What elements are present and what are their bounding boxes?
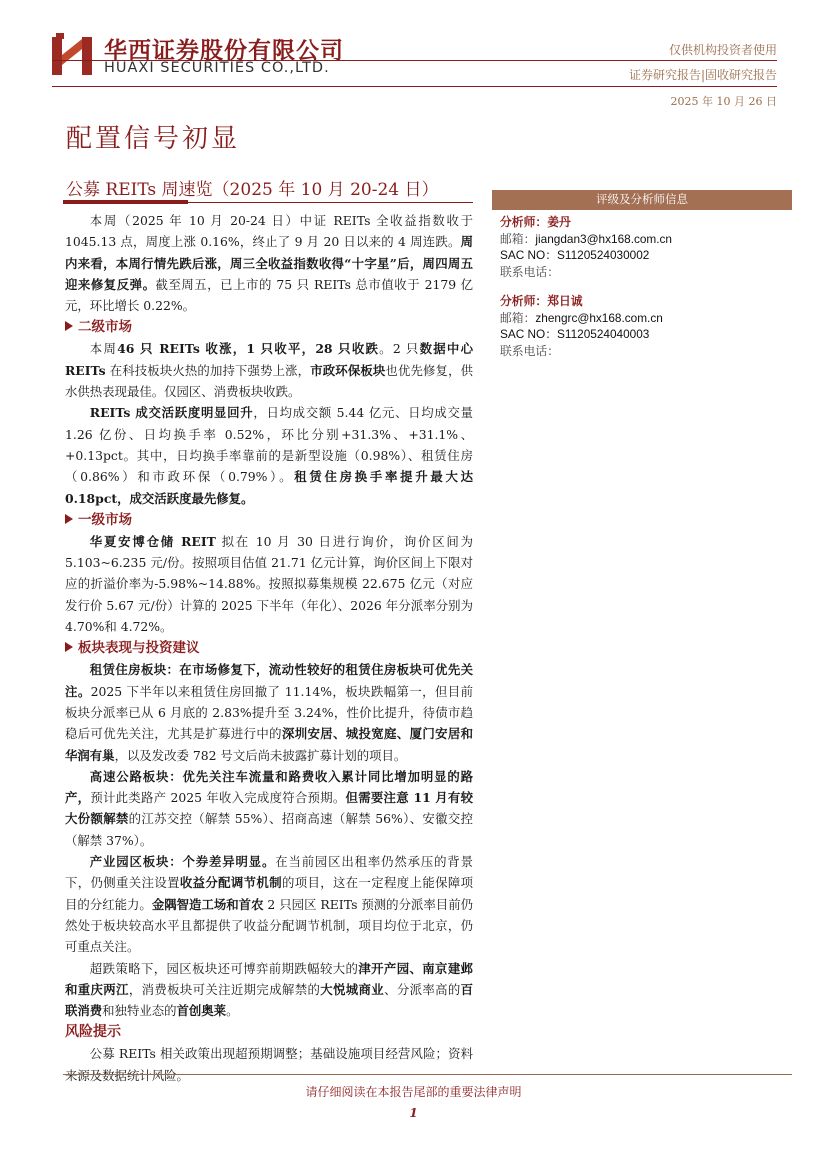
bold-text-run: 深圳安居、城投宽庭、厦门安居和华润有巢 [65, 726, 474, 763]
bold-text-run: REITs 成交活跃度明显回升 [89, 405, 254, 421]
triangle-bullet-icon [65, 642, 73, 652]
section-title: 二级市场 [78, 319, 132, 336]
section-heading [65, 509, 473, 531]
analyst-name: 分析师：姜丹 [500, 215, 571, 229]
bold-text-run: 市政环保板块 [310, 362, 386, 378]
report-title: 配置信号初显 [66, 124, 241, 154]
analyst-email[interactable]: zhengrc@hx168.com.cn [535, 310, 663, 325]
text-run: 。 [226, 1003, 239, 1019]
report-body [65, 210, 474, 1086]
bold-text-run: 租赁住房板块：在市场修复下，流动性较好的租赁住房板块可优先关注。 [65, 662, 473, 699]
body-paragraph [65, 338, 473, 402]
email-label: 邮箱： [500, 310, 536, 325]
text-run: ，消费板块可关注近期完成解禁的 [128, 981, 321, 997]
analyst-card [500, 214, 672, 280]
bold-text-run: 百联消费 [65, 981, 474, 1019]
text-run: ，以及发改委 782 号文后尚未披露扩募计划的项目。 [114, 747, 407, 763]
text-run: 、分派率高的 [384, 981, 461, 997]
text-run: 本周（2025 年 10 月 20-24 日）中证 REITs 全收益指数收于 1045.13 点，周度上涨 0.16%，终止了 9 月 20 日以来的 4 周连跌。 [65, 213, 473, 250]
risk-heading: 风险提示 [65, 1024, 121, 1041]
phone-label: 联系电话： [500, 264, 559, 279]
text-run: 也优先修复，供水供热表现最佳。仅园区、消费板块收跌。 [65, 362, 474, 400]
audience-note: 仅供机构投资者使用 [668, 43, 777, 57]
section-title: 板块表现与投资建议 [78, 640, 200, 657]
text-run: 拟在 10 月 30 日进行询价，询价区间为 5.103~6.235 元/份。按照项目估值 21.71 亿元计算，询价区间上下限对应的折溢价率为-5.98%~14.88%。按照拟募集规模 22.675 亿元（对应发行价 5.67 元/份）计算的 2025 下半年（年化）、2026 年分派率分别为 4.70%和 4.72%。 [65, 533, 473, 635]
report-date: 2025 年 10 月 26 日 [670, 95, 777, 108]
triangle-bullet-icon [65, 514, 73, 524]
phone-label: 联系电话： [500, 343, 559, 358]
sac-number: S1120524030002 [557, 248, 650, 262]
text-run: 的项目，这在一定程度上能保障项目的分红能力。 [65, 875, 474, 912]
bold-text-run: 收益分配调节机制 [179, 875, 282, 891]
text-run: 的江苏交控（解禁 55%）、招商高速（解禁 56%）、安徽交控（解禁 37%）。 [65, 811, 474, 848]
bold-text-run: 金隅智造工场和首农 [151, 896, 264, 912]
bold-text-run: 46 只 REITs 收涨，1 只收平，28 只收跌 [117, 341, 380, 357]
text-run: 。2 只 [379, 341, 420, 357]
bold-text-run: 津开产园、南京建邺和重庆两江 [65, 960, 474, 997]
text-run: 和独特业态的 [102, 1003, 177, 1019]
subtitle-accent-bar [63, 200, 188, 204]
header-divider [52, 60, 777, 61]
sac-label: SAC NO： [500, 327, 558, 341]
body-paragraph [65, 659, 473, 765]
analyst-info-divider [492, 209, 792, 210]
bold-text-run: 数据中心 REITs [65, 341, 473, 378]
huaxi-logo-icon [52, 33, 92, 77]
text-run: 预计此类路产 2025 年收入完成度符合预期。 [90, 790, 346, 806]
body-paragraph [65, 958, 473, 1022]
bold-text-run: 但需要注意 11 月有较大份额解禁 [65, 790, 473, 827]
bold-text-run: 首创奥莱 [176, 1003, 227, 1019]
text-run: 超跌策略下，园区板块还可博弈前期跌幅较大的 [89, 960, 359, 976]
text-run: 本周 [89, 341, 118, 357]
report-type: 证券研究报告|固收研究报告 [628, 68, 777, 82]
bold-text-run: 华夏安博仓储 REIT [89, 533, 216, 549]
section-heading [65, 637, 473, 659]
footer-divider [63, 1074, 792, 1075]
page-number: 1 [409, 1106, 418, 1120]
report-subtitle: 公募 REITs 周速览（2025 年 10 月 20-24 日） [66, 180, 439, 200]
company-name-cn: 华西证券股份有限公司 [104, 38, 344, 64]
text-run: 截至周五，已上市的 75 只 REITs 总市值收于 2179 亿元，环比增长 0.22%。 [65, 276, 474, 314]
bold-text-run: 大悦城商业 [320, 981, 385, 997]
body-paragraph [65, 402, 473, 508]
legal-disclaimer-note: 请仔细阅读在本报告尾部的重要法律声明 [305, 1085, 522, 1099]
bold-text-run: 周内来看，本周行情先跌后涨，周三全收益指数收得“十字星”后，周四周五迎来修复反弹。 [65, 234, 473, 292]
header-divider [52, 86, 777, 87]
text-run: 2025 下半年以来租赁住房回撤了 11.14%，板块跌幅第一，但目前板块分派率已从 6 月底的 2.83%提升至 3.24%，性价比提升，待债市趋稳后可优先关注，尤其是扩募进行中的 [65, 683, 474, 742]
sac-number: S1120524040003 [557, 327, 650, 341]
sac-label: SAC NO： [500, 248, 558, 262]
email-label: 邮箱： [500, 231, 536, 246]
analyst-name: 分析师：郑日诚 [500, 294, 583, 308]
section-heading [65, 316, 473, 338]
text-run: 在科技板块火热的加持下强势上涨， [105, 362, 311, 378]
bold-text-run: 产业园区板块：个券差异明显。 [89, 854, 276, 870]
body-paragraph [65, 766, 473, 851]
analyst-info-header: 评级及分析师信息 [492, 190, 792, 209]
body-paragraph [65, 531, 473, 637]
body-paragraph [65, 851, 473, 957]
analyst-email[interactable]: jiangdan3@hx168.com.cn [535, 231, 672, 246]
summary-paragraph [65, 210, 473, 316]
text-run: ，日均成交额 5.44 亿元、日均成交量 1.26 亿份、日均换手率 0.52%，环比分别+31.3%、+31.1%、+0.13pct。其中，日均换手率靠前的是新型设施（0.98%）、租赁住房（0.86%）和市政环保（0.79%）。 [65, 405, 473, 485]
company-name-en: HUAXI SECURITIES CO.,LTD. [104, 60, 330, 76]
analyst-card [500, 293, 663, 359]
text-run: 在当前园区出租率仍然承压的背景下，仍侧重关注设置 [65, 854, 473, 891]
text-run: 2 只园区 REITs 预测的分派率目前仍然处于板块较高水平且都提供了收益分配调节机制，项目均位于北京，仍可重点关注。 [65, 896, 474, 955]
bold-text-run: 高速公路板块：优先关注车流量和路费收入累计同比增加明显的路产， [65, 768, 473, 806]
section-title: 一级市场 [78, 511, 132, 528]
risk-paragraph: 公募 REITs 相关政策出现超预期调整；基础设施项目经营风险；资料来源及数据统计风险。 [65, 1046, 473, 1083]
bold-text-run: 租赁住房换手率提升最大达 0.18pct，成交活跃度最先修复。 [65, 469, 474, 506]
triangle-bullet-icon [65, 321, 73, 331]
